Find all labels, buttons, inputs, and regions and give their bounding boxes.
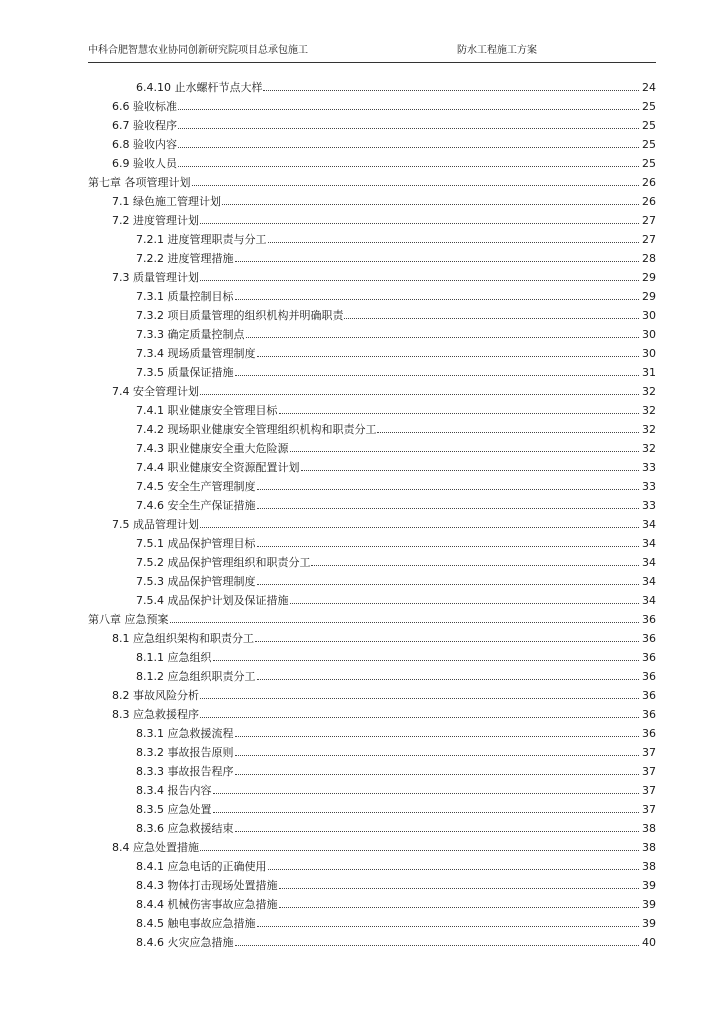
toc-page-number: 36 (642, 727, 656, 740)
toc-dot-leader (235, 736, 640, 737)
toc-entry-title: 7.1 绿色施工管理计划 (112, 195, 221, 208)
toc-entry[interactable] (0, 629, 724, 648)
toc-entry[interactable] (0, 876, 724, 895)
toc-entry-title: 8.4.6 火灾应急措施 (136, 936, 234, 949)
toc-entry[interactable] (0, 762, 724, 781)
toc-dot-leader (235, 945, 640, 946)
toc-entry-title: 6.8 验收内容 (112, 138, 177, 151)
page-header (88, 42, 656, 60)
toc-entry[interactable] (0, 591, 724, 610)
toc-dot-leader (178, 109, 639, 110)
toc-page-number: 39 (642, 898, 656, 911)
toc-entry-title: 7.4.3 职业健康安全重大危险源 (136, 442, 289, 455)
toc-page-number: 28 (642, 252, 656, 265)
toc-dot-leader (257, 926, 640, 927)
toc-entry[interactable] (0, 819, 724, 838)
toc-entry-title: 7.5 成品管理计划 (112, 518, 199, 531)
toc-dot-leader (279, 907, 640, 908)
toc-page-number: 32 (642, 385, 656, 398)
toc-page-number: 37 (642, 765, 656, 778)
toc-entry-title: 8.1.1 应急组织 (136, 651, 212, 664)
toc-page-number: 34 (642, 575, 656, 588)
toc-entry-title: 7.3.3 确定质量控制点 (136, 328, 245, 341)
toc-page-number: 25 (642, 138, 656, 151)
toc-dot-leader (290, 603, 640, 604)
toc-entry-title: 7.4.1 职业健康安全管理目标 (136, 404, 278, 417)
toc-entry-title: 7.5.2 成品保护管理组织和职责分工 (136, 556, 311, 569)
toc-entry-title: 7.4.2 现场职业健康安全管理组织机构和职责分工 (136, 423, 377, 436)
toc-dot-leader (222, 204, 639, 205)
toc-entry[interactable] (0, 458, 724, 477)
toc-dot-leader (246, 337, 640, 338)
toc-dot-leader (279, 413, 640, 414)
toc-page-number: 36 (642, 708, 656, 721)
toc-entry[interactable] (0, 895, 724, 914)
toc-page-number: 25 (642, 119, 656, 132)
toc-dot-leader (257, 489, 640, 490)
toc-entry[interactable] (0, 306, 724, 325)
toc-dot-leader (257, 584, 640, 585)
toc-entry-title: 7.3.2 项目质量管理的组织机构并明确职责 (136, 309, 344, 322)
toc-entry[interactable] (0, 648, 724, 667)
header-document-title: 防水工程施工方案 (457, 45, 537, 56)
toc-dot-leader (213, 793, 640, 794)
toc-entry-title: 6.4.10 止水螺杆节点大样 (136, 81, 263, 94)
toc-entry[interactable] (0, 382, 724, 401)
toc-dot-leader (257, 508, 640, 509)
toc-page-number: 34 (642, 556, 656, 569)
toc-entry[interactable] (0, 667, 724, 686)
toc-entry[interactable] (0, 211, 724, 230)
toc-entry[interactable] (0, 439, 724, 458)
toc-page-number: 37 (642, 746, 656, 759)
toc-dot-leader (255, 641, 639, 642)
toc-entry-title: 8.3.2 事故报告原则 (136, 746, 234, 759)
toc-entry-title: 7.3.4 现场质量管理制度 (136, 347, 256, 360)
toc-entry-title: 7.3 质量管理计划 (112, 271, 199, 284)
toc-dot-leader (257, 679, 640, 680)
toc-entry[interactable] (0, 116, 724, 135)
toc-page-number: 32 (642, 404, 656, 417)
toc-page-number: 26 (642, 195, 656, 208)
toc-entry[interactable] (0, 496, 724, 515)
toc-page-number: 40 (642, 936, 656, 949)
toc-entry-title: 7.4.5 安全生产管理制度 (136, 480, 256, 493)
toc-dot-leader (290, 451, 640, 452)
toc-dot-leader (311, 565, 639, 566)
toc-page-number: 27 (642, 233, 656, 246)
toc-dot-leader (200, 717, 639, 718)
toc-entry-title: 8.3.1 应急救援流程 (136, 727, 234, 740)
toc-dot-leader (178, 128, 639, 129)
toc-page-number: 38 (642, 822, 656, 835)
toc-page-number: 37 (642, 784, 656, 797)
toc-page-number: 34 (642, 594, 656, 607)
toc-entry[interactable] (0, 705, 724, 724)
header-project-title: 中科合肥智慧农业协同创新研究院项目总承包施工 (88, 45, 308, 56)
toc-entry-title: 8.1 应急组织架构和职责分工 (112, 632, 254, 645)
toc-page-number: 39 (642, 917, 656, 930)
toc-page-number: 31 (642, 366, 656, 379)
toc-page-number: 26 (642, 176, 656, 189)
toc-entry[interactable] (0, 743, 724, 762)
toc-entry-title: 8.3.3 事故报告程序 (136, 765, 234, 778)
toc-entry-title: 7.4 安全管理计划 (112, 385, 199, 398)
toc-entry-title: 7.4.6 安全生产保证措施 (136, 499, 256, 512)
toc-page-number: 33 (642, 499, 656, 512)
toc-dot-leader (257, 356, 640, 357)
toc-dot-leader (268, 869, 640, 870)
toc-page-number: 34 (642, 518, 656, 531)
toc-page-number: 37 (642, 803, 656, 816)
toc-entry[interactable] (0, 610, 724, 629)
toc-dot-leader (279, 888, 640, 889)
toc-entry[interactable] (0, 534, 724, 553)
toc-entry-title: 7.5.3 成品保护管理制度 (136, 575, 256, 588)
toc-dot-leader (257, 546, 640, 547)
toc-entry[interactable] (0, 230, 724, 249)
toc-entry-title: 第七章 各项管理计划 (88, 176, 191, 189)
toc-dot-leader (200, 850, 639, 851)
toc-page-number: 30 (642, 309, 656, 322)
toc-entry-title: 8.3 应急救援程序 (112, 708, 199, 721)
toc-entry[interactable] (0, 933, 724, 952)
table-of-contents (0, 78, 724, 952)
toc-page-number: 30 (642, 328, 656, 341)
toc-entry[interactable] (0, 838, 724, 857)
toc-page-number: 33 (642, 461, 656, 474)
toc-page-number: 36 (642, 613, 656, 626)
toc-entry-title: 7.3.1 质量控制目标 (136, 290, 234, 303)
toc-entry-title: 8.2 事故风险分析 (112, 689, 199, 702)
toc-page-number: 36 (642, 632, 656, 645)
toc-dot-leader (235, 774, 640, 775)
toc-page-number: 34 (642, 537, 656, 550)
toc-dot-leader (178, 166, 639, 167)
toc-dot-leader (200, 280, 639, 281)
toc-entry[interactable] (0, 420, 724, 439)
toc-entry[interactable] (0, 857, 724, 876)
toc-entry-title: 8.4.4 机械伤害事故应急措施 (136, 898, 278, 911)
toc-entry[interactable] (0, 135, 724, 154)
toc-page-number: 38 (642, 860, 656, 873)
toc-dot-leader (200, 527, 639, 528)
toc-page-number: 36 (642, 651, 656, 664)
toc-entry[interactable] (0, 154, 724, 173)
toc-entry-title: 8.4 应急处置措施 (112, 841, 199, 854)
toc-entry-title: 6.9 验收人员 (112, 157, 177, 170)
toc-entry-title: 7.2.2 进度管理措施 (136, 252, 234, 265)
toc-entry[interactable] (0, 686, 724, 705)
toc-entry-title: 6.7 验收程序 (112, 119, 177, 132)
toc-dot-leader (192, 185, 640, 186)
toc-entry-title: 8.3.6 应急救援结束 (136, 822, 234, 835)
toc-page-number: 39 (642, 879, 656, 892)
toc-entry-title: 7.2.1 进度管理职责与分工 (136, 233, 267, 246)
toc-dot-leader (235, 261, 640, 262)
toc-page-number: 27 (642, 214, 656, 227)
toc-entry[interactable] (0, 287, 724, 306)
toc-entry-title: 7.5.4 成品保护计划及保证措施 (136, 594, 289, 607)
toc-dot-leader (213, 660, 640, 661)
toc-dot-leader (213, 812, 640, 813)
toc-entry-title: 8.3.5 应急处置 (136, 803, 212, 816)
toc-page-number: 36 (642, 670, 656, 683)
toc-dot-leader (200, 223, 639, 224)
toc-entry[interactable] (0, 363, 724, 382)
toc-entry[interactable] (0, 572, 724, 591)
toc-page-number: 25 (642, 100, 656, 113)
toc-entry[interactable] (0, 325, 724, 344)
toc-page-number: 30 (642, 347, 656, 360)
toc-page-number: 36 (642, 689, 656, 702)
toc-entry-title: 第八章 应急预案 (88, 613, 169, 626)
toc-dot-leader (235, 755, 640, 756)
toc-dot-leader (235, 375, 640, 376)
toc-entry[interactable] (0, 249, 724, 268)
toc-entry[interactable] (0, 173, 724, 192)
toc-entry-title: 7.5.1 成品保护管理目标 (136, 537, 256, 550)
toc-page-number: 29 (642, 290, 656, 303)
toc-entry-title: 8.4.3 物体打击现场处置措施 (136, 879, 278, 892)
toc-entry[interactable] (0, 477, 724, 496)
toc-dot-leader (377, 432, 639, 433)
toc-page-number: 29 (642, 271, 656, 284)
toc-entry-title: 7.3.5 质量保证措施 (136, 366, 234, 379)
toc-entry-title: 6.6 验收标准 (112, 100, 177, 113)
toc-entry-title: 7.2 进度管理计划 (112, 214, 199, 227)
toc-entry-title: 8.4.5 触电事故应急措施 (136, 917, 256, 930)
toc-entry[interactable] (0, 192, 724, 211)
toc-page-number: 32 (642, 423, 656, 436)
toc-entry[interactable] (0, 78, 724, 97)
toc-dot-leader (263, 90, 639, 91)
toc-entry[interactable] (0, 344, 724, 363)
toc-entry[interactable] (0, 781, 724, 800)
toc-page-number: 38 (642, 841, 656, 854)
toc-entry-title: 8.4.1 应急电话的正确使用 (136, 860, 267, 873)
toc-page-number: 24 (642, 81, 656, 94)
toc-page-number: 33 (642, 480, 656, 493)
toc-dot-leader (200, 698, 639, 699)
toc-entry[interactable] (0, 553, 724, 572)
toc-dot-leader (235, 299, 640, 300)
toc-dot-leader (301, 470, 640, 471)
toc-page-number: 32 (642, 442, 656, 455)
toc-entry-title: 8.1.2 应急组织职责分工 (136, 670, 256, 683)
toc-page-number: 25 (642, 157, 656, 170)
toc-entry[interactable] (0, 724, 724, 743)
toc-dot-leader (268, 242, 640, 243)
toc-entry[interactable] (0, 914, 724, 933)
toc-dot-leader (344, 318, 639, 319)
toc-entry[interactable] (0, 97, 724, 116)
toc-entry-title: 7.4.4 职业健康安全资源配置计划 (136, 461, 300, 474)
toc-entry[interactable] (0, 800, 724, 819)
toc-entry[interactable] (0, 401, 724, 420)
toc-entry-title: 8.3.4 报告内容 (136, 784, 212, 797)
header-divider (88, 62, 656, 63)
toc-entry[interactable] (0, 515, 724, 534)
toc-dot-leader (235, 831, 640, 832)
toc-dot-leader (200, 394, 639, 395)
toc-entry[interactable] (0, 268, 724, 287)
toc-dot-leader (178, 147, 639, 148)
toc-dot-leader (170, 622, 640, 623)
